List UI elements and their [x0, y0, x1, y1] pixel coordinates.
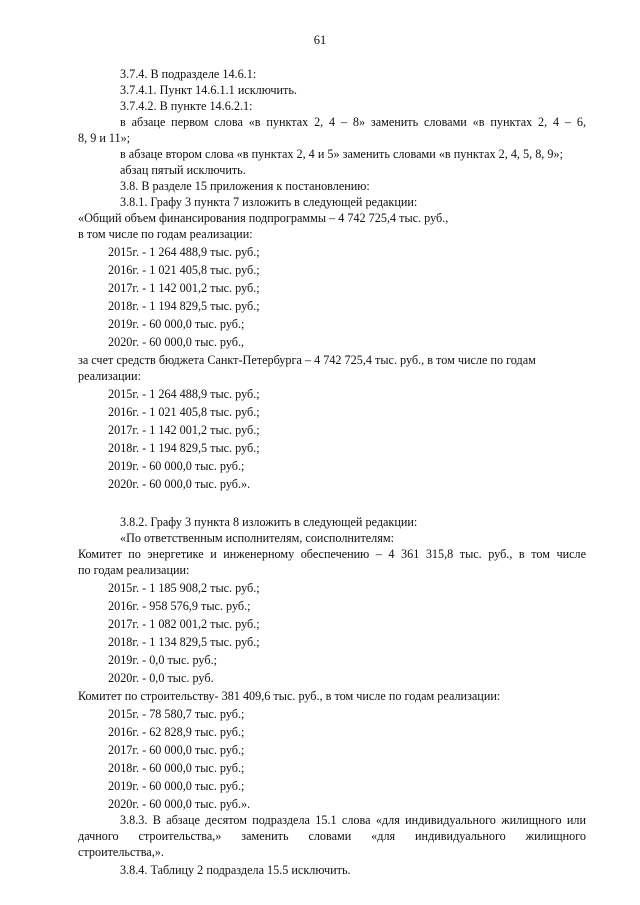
year-item: 2016г. - 1 021 405,8 тыс. руб.;	[108, 405, 260, 419]
year-item: 2019г. - 0,0 тыс. руб.;	[108, 653, 217, 667]
paragraph-line: абзац пятый исключить.	[120, 163, 246, 177]
paragraph-line: в том числе по годам реализации:	[78, 227, 253, 241]
paragraph-line: строительства,».	[78, 845, 164, 859]
year-item: 2015г. - 1 264 488,9 тыс. руб.;	[108, 245, 260, 259]
year-item: 2017г. - 60 000,0 тыс. руб.;	[108, 743, 245, 757]
year-item: 2019г. - 60 000,0 тыс. руб.;	[108, 317, 245, 331]
year-item: 2015г. - 1 264 488,9 тыс. руб.;	[108, 387, 260, 401]
paragraph-line: дачного строительства,» заменить словами «для индивидуального жилищного	[78, 829, 586, 843]
year-item: 2019г. - 60 000,0 тыс. руб.;	[108, 459, 245, 473]
year-item: 2015г. - 78 580,7 тыс. руб.;	[108, 707, 245, 721]
paragraph-line: в абзаце втором слова «в пунктах 2, 4 и 5» заменить словами «в пунктах 2, 4, 5, 8, 9»;	[120, 147, 563, 161]
paragraph-line: 8, 9 и 11»;	[78, 131, 131, 145]
year-item: 2016г. - 958 576,9 тыс. руб.;	[108, 599, 251, 613]
year-item: 2020г. - 60 000,0 тыс. руб.».	[108, 797, 251, 811]
paragraph-line: «По ответственным исполнителям, соисполнителям:	[120, 531, 394, 545]
year-item: 2018г. - 60 000,0 тыс. руб.;	[108, 761, 245, 775]
paragraph-line: Комитет по энергетике и инженерному обеспечению – 4 361 315,8 тыс. руб., в том числе	[78, 547, 586, 561]
year-item: 2015г. - 1 185 908,2 тыс. руб.;	[108, 581, 260, 595]
clause-3-8: 3.8. В разделе 15 приложения к постановлению:	[120, 179, 370, 193]
year-item: 2018г. - 1 194 829,5 тыс. руб.;	[108, 299, 260, 313]
year-item: 2017г. - 1 142 001,2 тыс. руб.;	[108, 423, 260, 437]
clause-3-7-4-1: 3.7.4.1. Пункт 14.6.1.1 исключить.	[120, 83, 297, 97]
year-item: 2018г. - 1 134 829,5 тыс. руб.;	[108, 635, 260, 649]
paragraph-line: реализации:	[78, 369, 141, 383]
year-item: 2020г. - 60 000,0 тыс. руб.,	[108, 335, 245, 349]
clause-3-8-2: 3.8.2. Графу 3 пункта 8 изложить в следующей редакции:	[120, 515, 418, 529]
year-item: 2020г. - 0,0 тыс. руб.	[108, 671, 214, 685]
year-item: 2017г. - 1 142 001,2 тыс. руб.;	[108, 281, 260, 295]
clause-3-7-4-2: 3.7.4.2. В пункте 14.6.2.1:	[120, 99, 253, 113]
year-item: 2016г. - 1 021 405,8 тыс. руб.;	[108, 263, 260, 277]
year-item: 2019г. - 60 000,0 тыс. руб.;	[108, 779, 245, 793]
paragraph-line: Комитет по строительству- 381 409,6 тыс. руб., в том числе по годам реализации:	[78, 689, 501, 703]
paragraph-line: в абзаце первом слова «в пунктах 2, 4 – 8» заменить словами «в пунктах 2, 4 – 6,	[120, 115, 586, 129]
page-number: 61	[313, 33, 327, 47]
year-item: 2016г. - 62 828,9 тыс. руб.;	[108, 725, 245, 739]
paragraph-line: «Общий объем финансирования подпрограммы – 4 742 725,4 тыс. руб.,	[78, 211, 449, 225]
clause-3-8-4: 3.8.4. Таблицу 2 подраздела 15.5 исключить.	[120, 863, 351, 877]
year-item: 2018г. - 1 194 829,5 тыс. руб.;	[108, 441, 260, 455]
clause-3-8-3: 3.8.3. В абзаце десятом подраздела 15.1 слова «для индивидуального жилищного или	[120, 813, 586, 827]
clause-3-8-1: 3.8.1. Графу 3 пункта 7 изложить в следующей редакции:	[120, 195, 418, 209]
paragraph-line: за счет средств бюджета Санкт-Петербурга – 4 742 725,4 тыс. руб., в том числе по годам	[78, 353, 536, 367]
year-item: 2017г. - 1 082 001,2 тыс. руб.;	[108, 617, 260, 631]
year-item: 2020г. - 60 000,0 тыс. руб.».	[108, 477, 251, 491]
paragraph-line: по годам реализации:	[78, 563, 190, 577]
clause-3-7-4: 3.7.4. В подразделе 14.6.1:	[120, 67, 257, 81]
